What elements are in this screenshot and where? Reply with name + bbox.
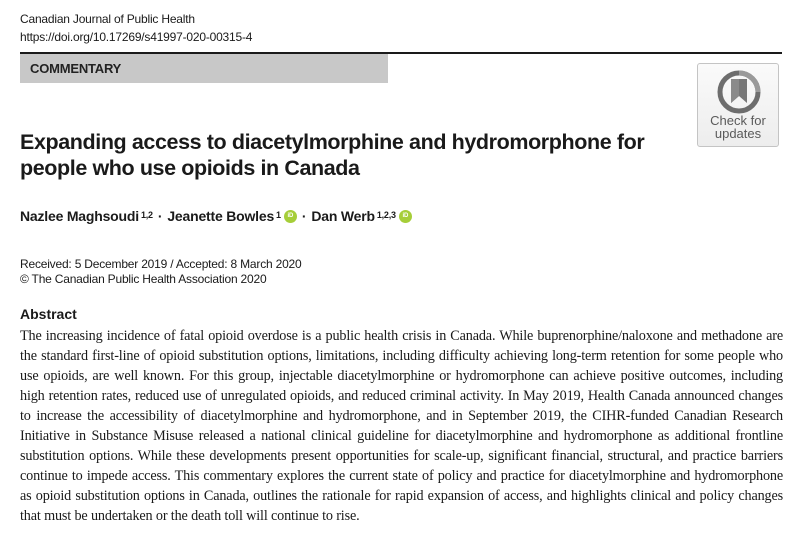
author-name[interactable]: Jeanette Bowles [167,208,275,224]
article-title: Expanding access to diacetylmorphine and hydromorphone for people who use opioids in Canada [20,130,645,180]
section-label: COMMENTARY [30,61,122,76]
check-updates-line2: updates [714,126,762,141]
author-name[interactable]: Nazlee Maghsoudi [20,208,139,224]
check-updates-line1: Check for [710,113,766,128]
journal-name: Canadian Journal of Public Health [20,12,195,26]
section-banner [20,54,388,83]
journal-header [20,10,252,46]
check-updates-text [698,114,778,140]
check-for-updates-button[interactable] [697,63,779,147]
abstract-heading: Abstract [20,306,77,322]
copyright: © The Canadian Public Health Association 2020 [20,272,267,286]
orcid-icon[interactable]: iD [284,210,297,223]
author-affiliations[interactable]: 1,2,3 [376,210,396,220]
author-separator: · [301,208,307,224]
article-dates [20,257,302,287]
doi-link[interactable]: https://doi.org/10.17269/s41997-020-00315-4 [20,30,253,44]
crossmark-icon [717,70,761,114]
author-separator: · [157,208,163,224]
author-affiliations[interactable]: 1,2 [140,210,153,220]
abstract-text: The increasing incidence of fatal opioid overdose is a public health crisis in Canada. While buprenorphine/naloxone and methadone are the standard first-line of opioid substitution options, limitations, including difficulty achieving long-term retention for some people who use opioids, are well known. For this group, injectable diacetylmorphine or hydromorphone can achieve positive outcomes, including high retention rates, reduced use of unregulated opioids, and reduced criminal activity. In May 2019, Health Canada announced changes to increase the accessibility of diacetylmorphine and hydromorphone, and in September 2019, the CIHR-funded Canadian Research Initiative in Substance Misuse released a national clinical guideline for diacetylmorphine and hydromorphone as additional frontline substitution options. While these developments present opportunities for scale-up, significant financial, structural, and practice barriers continue to impede access. This commentary explores the current state of policy and practice for diacetylmorphine and hydromorphone as opioid substitution options in Canada, outlines the rationale for rapid expansion of access, and highlights clinical and policy changes that must be undertaken or the death toll will continue to rise. [20,328,783,524]
author-affiliations[interactable]: 1 [276,210,281,220]
author-name[interactable]: Dan Werb [311,208,375,224]
orcid-icon[interactable]: iD [399,210,412,223]
received-accepted: Received: 5 December 2019 / Accepted: 8 March 2020 [20,257,302,271]
author-list [20,208,412,224]
